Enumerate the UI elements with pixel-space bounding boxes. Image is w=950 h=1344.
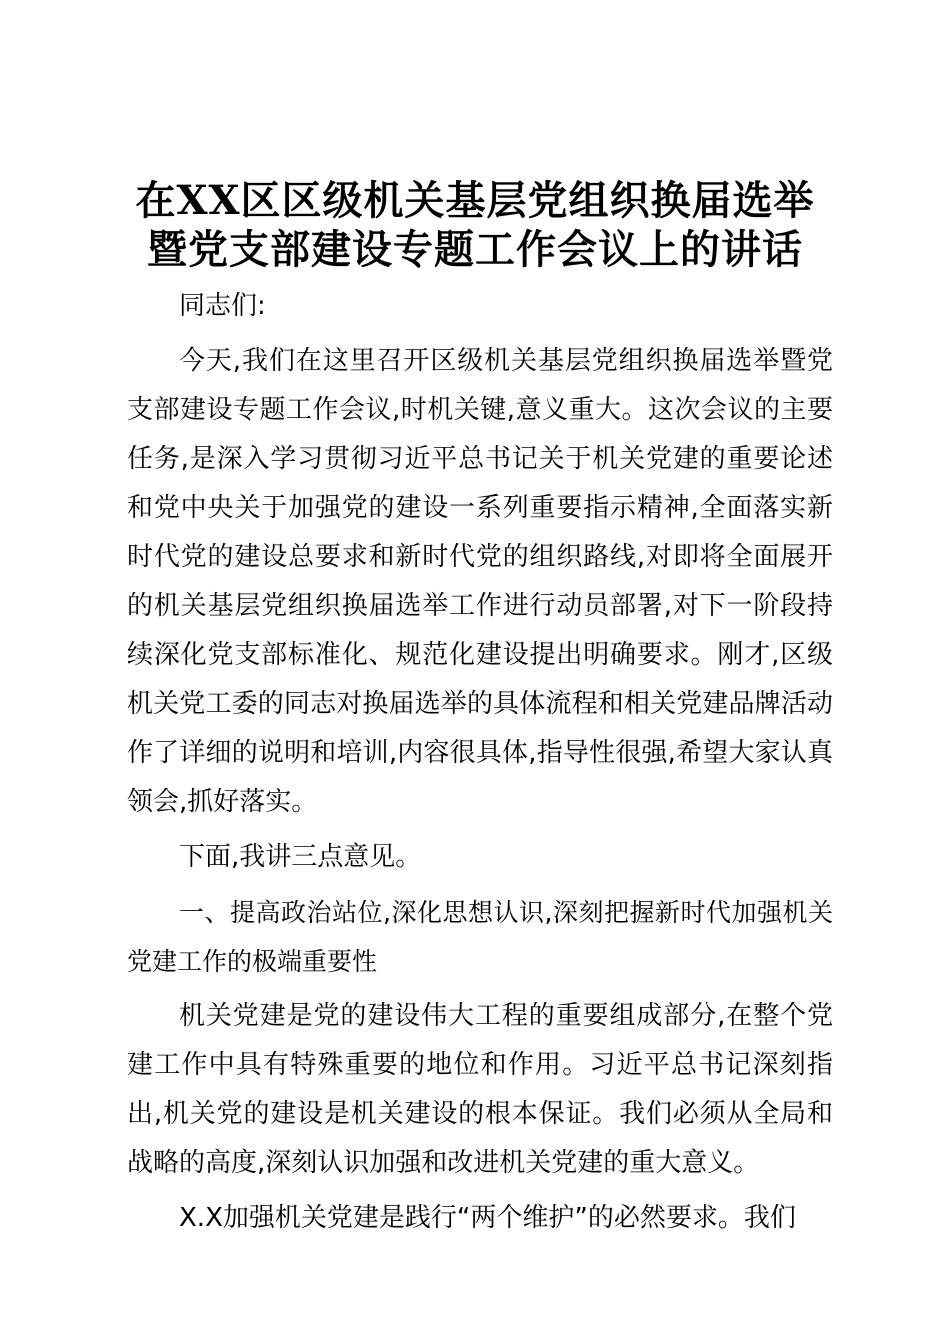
section-heading-1: 一、提高政治站位,深化思想认识,深刻把握新时代加强机关党建工作的极端重要性 — [127, 898, 833, 976]
paragraph-intro: 今天,我们在这里召开区级机关基层党组织换届选举暨党支部建设专题工作会议,时机关键,意义重大。这次会议的主要任务,是深入学习贯彻习近平总书记关于机关党建的重要论述和党中央关于加强党的建设一系列重要指示精神,全面落实新时代党的建设总要求和新时代党的组织路线,对即将全面展开的机关基层党组织换届选举工作进行动员部署,对下一阶段持续深化党支部标准化、规范化建设提出明确要求。刚才,区级机关党工委的同志对换届选举的具体流程和相关党建品牌活动作了详细的说明和培训,内容很具体,指导性很强,希望大家认真领会,抓好落实。 — [127, 346, 833, 817]
document-body — [127, 282, 833, 1243]
title-line-2: 暨党支部建设专题工作会议上的讲话 — [147, 226, 803, 273]
paragraph-outline: 下面,我讲三点意见。 — [179, 842, 422, 872]
paragraph-section-1: 机关党建是党的建设伟大工程的重要组成部分,在整个党建工作中具有特殊重要的地位和作用。习近平总书记深刻指出,机关党的建设是机关建设的根本保证。我们必须从全局和战略的高度,深刻认识加强和改进机关党建的重大意义。 — [127, 1001, 833, 1178]
paragraph-subsection: X.X加强机关党建是践行“两个维护”的必然要求。我们 — [179, 1203, 796, 1233]
salutation: 同志们: — [179, 291, 266, 321]
title-line-1: 在XX区区级机关基层党组织换届选举 — [135, 177, 815, 224]
document-title — [100, 176, 850, 274]
